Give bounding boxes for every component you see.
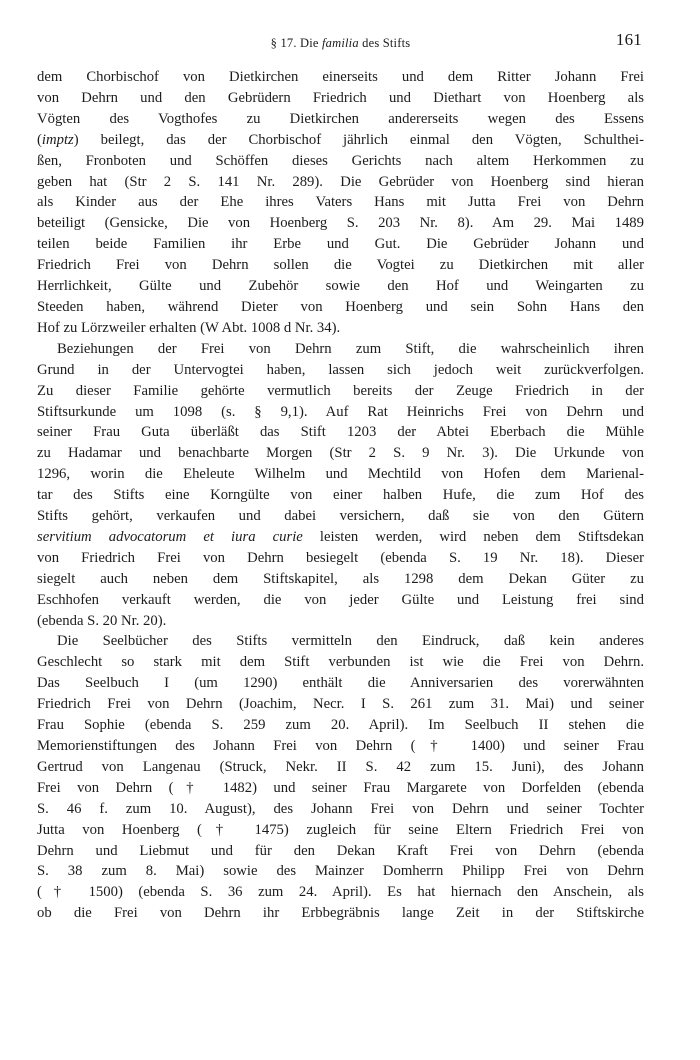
text-line: Stifts gehört, verkaufen und dabei versichern, daß sie von den Gütern <box>37 508 644 525</box>
text-line: Das Seelbuch I (um 1290) enthält die Anniversarien des vorerwähnten <box>37 675 644 692</box>
text-line: tar des Stifts eine Korngülte von einer halben Hufe, die zum Hof des <box>37 487 644 504</box>
text-line: als Kinder aus der Ehe ihres Vaters Hans mit Jutta Frei von Dehrn <box>37 194 644 211</box>
text-line: zu Hadamar und benachbarte Morgen (Str 2 S. 9 Nr. 3). Die Urkunde von <box>37 445 644 462</box>
text-line: Friedrich Frei von Dehrn (Joachim, Necr. I S. 261 zum 31. Mai) und seiner <box>37 696 644 713</box>
text-line <box>37 527 644 548</box>
text-line: Die Seelbücher des Stifts vermitteln den Eindruck, daß kein anderes <box>57 633 644 650</box>
text-line: geben hat (Str 2 S. 141 Nr. 289). Die Gebrüder von Hoenberg sind hieran <box>37 173 644 190</box>
text-line: teilen beide Familien ihr Erbe und Gut. Die Gebrüder Johann und <box>37 236 644 253</box>
text-line-segment: leisten werden, wird neben dem Stiftsdekan <box>302 528 644 545</box>
section-italic: familia <box>321 36 359 50</box>
text-line: Dehrn und Liebmut und für den Dekan Kraft Frei von Dehrn (ebenda <box>37 842 644 859</box>
text-line: Jutta von Hoenberg († 1475) zugleich für seine Eltern Friedrich Frei von <box>37 821 644 838</box>
text-line: ob die Frei von Dehrn ihr Erbbegräbnis lange Zeit in der Stiftskirche <box>37 905 644 922</box>
text-line: Hof zu Lörzweiler erhalten (W Abt. 1008 d Nr. 34). <box>37 319 341 336</box>
text-line: Frei von Dehrn († 1482) und seiner Frau Margarete von Dorfelden (ebenda <box>37 779 644 796</box>
text-line: S. 38 zum 8. Mai) sowie des Mainzer Domherrn Philipp Frei von Dehrn <box>37 863 644 880</box>
text-line: Friedrich Frei von Dehrn sollen die Vogtei zu Dietkirchen mit aller <box>37 257 644 274</box>
text-line-segment: ) beilegt, das der Chorbischof jährlich einmal den Vögten, Schulthei- <box>73 131 644 148</box>
text-line: Vögten des Vogthofes zu Dietkirchen andererseits wegen des Essens <box>37 110 644 127</box>
running-head <box>37 30 644 52</box>
book-page <box>37 30 644 924</box>
text-line: beteiligt (Gensicke, Die von Hoenberg S. 203 Nr. 8). Am 29. Mai 1489 <box>37 215 644 232</box>
text-line: Gertrud von Langenau (Struck, Nekr. II S. 42 zum 15. Juni), des Johann <box>37 758 644 775</box>
text-line: (ebenda S. 20 Nr. 20). <box>37 612 167 629</box>
page-number: 161 <box>615 30 642 49</box>
text-line-italic: imptz <box>41 131 74 148</box>
text-line: ßen, Fronboten und Schöffen dieses Gerichts nach altem Herkommen zu <box>37 152 644 169</box>
text-line: († 1500) (ebenda S. 36 zum 24. April). Es hat hiernach den Anschein, als <box>37 884 644 901</box>
text-line: Herrlichkeit, Gülte und Zubehör sowie den Hof und Weingarten zu <box>37 278 644 295</box>
text-line <box>37 130 644 151</box>
text-line: S. 46 f. zum 10. August), des Johann Frei von Dehrn und seiner Tochter <box>37 800 644 817</box>
section-label: § 17. Die <box>270 36 319 50</box>
text-line: von Dehrn und den Gebrüdern Friedrich und Diethart von Hoenberg als <box>37 89 644 106</box>
running-title <box>37 36 644 51</box>
text-line: von Friedrich Frei von Dehrn besiegelt (ebenda S. 19 Nr. 18). Dieser <box>37 549 644 566</box>
text-line: Stiftsurkunde um 1098 (s. § 9,1). Auf Rat Heinrichs Frei von Dehrn und <box>37 403 644 420</box>
text-line: Eschhofen verkauft werden, die von jeder Gülte und Leistung frei sind <box>37 591 644 608</box>
text-line: Frau Sophie (ebenda S. 259 zum 20. April). Im Seelbuch II stehen die <box>37 717 644 734</box>
text-line: Zu dieser Familie gehörte vermutlich bereits der Zeuge Friedrich in der <box>37 382 644 399</box>
text-line: Grund in der Untervogtei haben, lassen sich jedoch weit zurückverfolgen. <box>37 361 644 378</box>
text-line-italic: servitium advocatorum et iura curie <box>37 528 303 545</box>
text-line: Geschlecht so stark mit dem Stift verbunden ist wie die Frei von Dehrn. <box>37 654 644 671</box>
text-line: Steeden haben, während Dieter von Hoenberg und sein Sohn Hans den <box>37 298 644 315</box>
text-line-segment: ( <box>37 131 42 148</box>
section-tail: des Stifts <box>362 36 411 50</box>
text-line: Beziehungen der Frei von Dehrn zum Stift, die wahrscheinlich ihren <box>57 340 644 357</box>
body-text <box>37 67 644 924</box>
text-line: Memorienstiftungen des Johann Frei von Dehrn († 1400) und seiner Frau <box>37 738 644 754</box>
text-line: seiner Frau Guta überläßt das Stift 1203 der Abtei Eberbach die Mühle <box>37 424 644 441</box>
text-line: dem Chorbischof von Dietkirchen einerseits und dem Ritter Johann Frei <box>37 69 644 85</box>
text-line: siegelt auch neben dem Stiftskapitel, als 1298 dem Dekan Güter zu <box>37 570 644 587</box>
text-line: 1296, worin die Eheleute Wilhelm und Mechtild von Hofen dem Marienal- <box>37 466 644 483</box>
